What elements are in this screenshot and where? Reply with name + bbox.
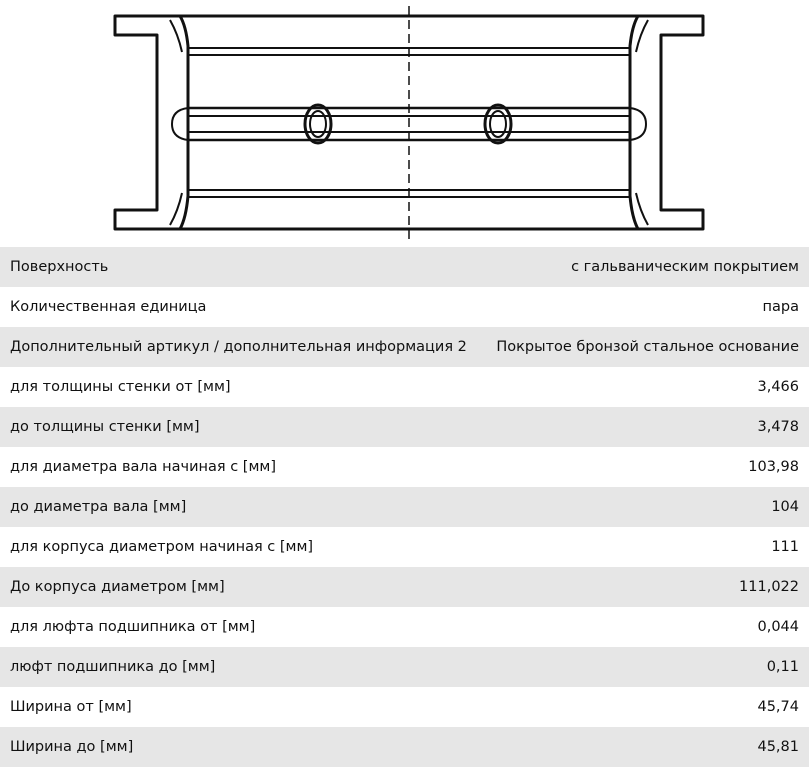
spec-row [0, 647, 809, 687]
spec-row [0, 287, 809, 327]
spec-label: До корпуса диаметром [мм] [10, 579, 225, 595]
spec-value: Покрытое бронзой стальное основание [496, 339, 799, 355]
spec-value: 111 [771, 539, 799, 555]
spec-value: 45,74 [757, 699, 799, 715]
spec-value: пара [762, 299, 799, 315]
spec-label: люфт подшипника до [мм] [10, 659, 216, 675]
spec-value: 0,11 [766, 659, 799, 675]
spec-label: Дополнительный артикул / дополнительная информация 2 [10, 339, 467, 355]
spec-label: до толщины стенки [мм] [10, 419, 200, 435]
bearing-shell-drawing-icon [0, 0, 809, 247]
spec-label: для толщины стенки от [мм] [10, 379, 231, 395]
spec-row [0, 447, 809, 487]
spec-row [0, 247, 809, 287]
spec-row [0, 487, 809, 527]
spec-value: 45,81 [757, 739, 799, 755]
spec-value: 104 [771, 499, 799, 515]
spec-row [0, 687, 809, 727]
spec-value: 0,044 [757, 619, 799, 635]
spec-row [0, 567, 809, 607]
spec-row [0, 367, 809, 407]
spec-row [0, 327, 809, 367]
spec-label: Ширина до [мм] [10, 739, 134, 755]
spec-label: до диаметра вала [мм] [10, 499, 187, 515]
spec-row [0, 607, 809, 647]
spec-value: 111,022 [739, 579, 799, 595]
spec-value: с гальваническим покрытием [571, 259, 799, 275]
spec-value: 103,98 [748, 459, 799, 475]
spec-row [0, 407, 809, 447]
spec-label: Ширина от [мм] [10, 699, 132, 715]
specs-table [0, 247, 809, 767]
spec-label: для диаметра вала начиная с [мм] [10, 459, 276, 475]
spec-label: Количественная единица [10, 299, 207, 315]
spec-label: для корпуса диаметром начиная с [мм] [10, 539, 314, 555]
bearing-shell-drawing [0, 0, 809, 247]
spec-label: для люфта подшипника от [мм] [10, 619, 256, 635]
spec-label: Поверхность [10, 259, 109, 275]
spec-row [0, 527, 809, 567]
spec-value: 3,466 [757, 379, 799, 395]
spec-value: 3,478 [757, 419, 799, 435]
spec-row [0, 727, 809, 767]
